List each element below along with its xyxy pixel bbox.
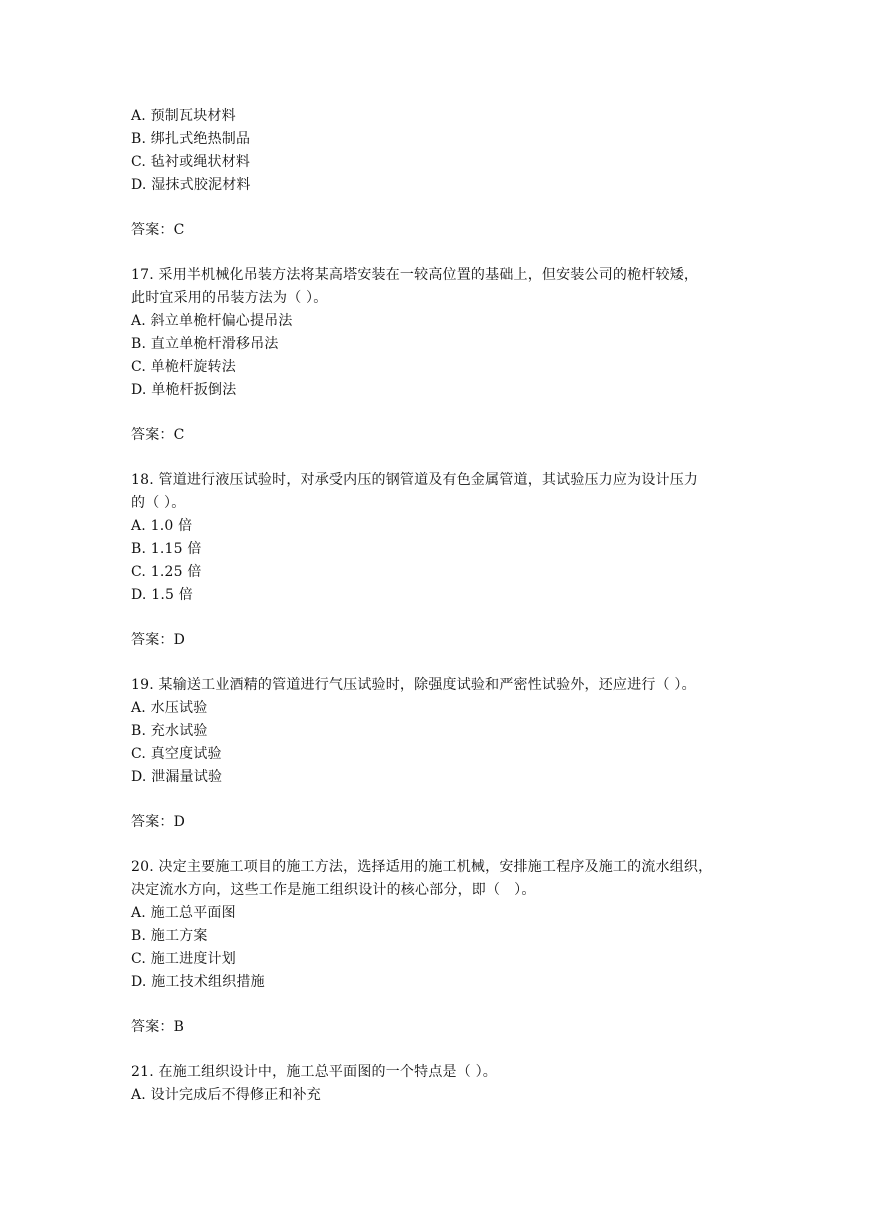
question-stem: 18. 管道进行液压试验时，对承受内压的钢管道及有色金属管道，其试验压力应为设计压力 <box>131 472 699 488</box>
question-19 <box>131 674 751 856</box>
option-b: B. 充水试验 <box>131 723 208 739</box>
option-b: B. 绑扎式绝热制品 <box>131 131 251 147</box>
answer: 答案：D <box>131 632 186 648</box>
question-stem: 21. 在施工组织设计中，施工总平面图的一个特点是（ ）。 <box>131 1064 497 1080</box>
option-a: A. 斜立单桅杆偏心提吊法 <box>131 313 293 329</box>
answer: 答案：D <box>131 814 186 830</box>
option-c: C. 施工进度计划 <box>131 951 236 967</box>
option-d: D. 1.5 倍 <box>131 587 193 603</box>
answer: 答案：C <box>131 222 185 238</box>
option-a: A. 预制瓦块材料 <box>131 108 236 124</box>
option-c: C. 毡衬或绳状材料 <box>131 154 251 170</box>
option-a: A. 水压试验 <box>131 700 208 716</box>
option-b: B. 1.15 倍 <box>131 541 202 557</box>
option-c: C. 1.25 倍 <box>131 564 202 580</box>
option-a: A. 设计完成后不得修正和补充 <box>131 1087 322 1103</box>
question-17 <box>131 264 751 469</box>
answer: 答案：B <box>131 1019 185 1035</box>
question-18 <box>131 469 751 674</box>
question-16 <box>131 105 751 264</box>
option-a: A. 施工总平面图 <box>131 905 236 921</box>
question-stem-continued: 的（ ）。 <box>131 495 186 511</box>
option-a: A. 1.0 倍 <box>131 518 193 534</box>
question-stem-continued: 决定流水方向，这些工作是施工组织设计的核心部分，即（ ）。 <box>131 882 536 898</box>
option-b: B. 直立单桅杆滑移吊法 <box>131 336 279 352</box>
option-d: D. 施工技术组织措施 <box>131 974 265 990</box>
option-c: C. 真空度试验 <box>131 746 222 762</box>
document-page <box>131 105 751 1107</box>
question-stem: 17. 采用半机械化吊装方法将某高塔安装在一较高位置的基础上，但安装公司的桅杆较矮， <box>131 267 699 283</box>
question-stem-continued: 此时宜采用的吊装方法为（ ）。 <box>131 290 328 306</box>
question-20 <box>131 856 751 1061</box>
question-stem: 19. 某输送工业酒精的管道进行气压试验时，除强度试验和严密性试验外，还应进行（ ）。 <box>131 677 696 693</box>
option-d: D. 湿抹式胶泥材料 <box>131 177 251 193</box>
question-stem: 20. 决定主要施工项目的施工方法，选择适用的施工机械，安排施工程序及施工的流水组织， <box>131 859 713 875</box>
option-b: B. 施工方案 <box>131 928 208 944</box>
option-c: C. 单桅杆旋转法 <box>131 359 236 375</box>
answer: 答案：C <box>131 427 185 443</box>
question-21 <box>131 1061 751 1107</box>
option-d: D. 泄漏量试验 <box>131 769 223 785</box>
option-d: D. 单桅杆扳倒法 <box>131 382 237 398</box>
